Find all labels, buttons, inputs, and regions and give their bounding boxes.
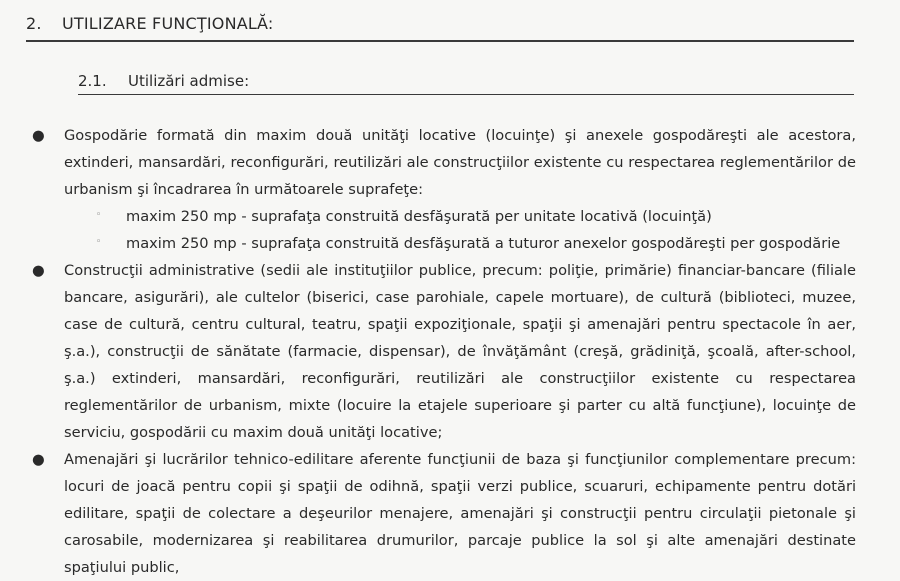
sub-list-item xyxy=(64,203,856,230)
section-title: UTILIZARE FUNCŢIONALĂ: xyxy=(62,14,274,33)
subsection-number: 2.1. xyxy=(78,72,107,90)
hollow-bullet-icon: ◦ xyxy=(96,237,102,247)
section-heading xyxy=(26,12,854,42)
list-item xyxy=(30,446,856,581)
bullet-icon: ● xyxy=(32,451,45,468)
hollow-bullet-icon: ◦ xyxy=(96,210,102,220)
bullet-icon: ● xyxy=(32,127,45,144)
list-item xyxy=(30,257,856,446)
permitted-uses-list xyxy=(30,122,856,581)
list-item-text: Construcţii administrative (sedii ale instituţiilor publice, precum: poliţie, primărie) financiar-bancare (filiale bancare, asigurări), ale cultelor (biserici, case parohiale, capele mortuare), de cultură (biblioteci, muzee, case de cultură, centru cultural, teatru, spaţii expoziţionale, spaţii şi amenajări pentru spectacole în aer, ş.a.), construcţii de sănătate (farmacie, dispensar), de învăţământ (creşă, grădiniţă, şcoală, after-school, ş.a.) extinderi, mansardări, reconfigurări, reutilizări ale construcţiilor existente cu respectarea reglementărilor de urbanism, mixte (locuire la etajele superioare şi parter cu altă funcţiune), locuinţe de serviciu, gospodării cu maxim două unităţi locative; xyxy=(64,262,856,441)
section-number: 2. xyxy=(26,14,42,33)
subsection-heading xyxy=(78,72,854,95)
sub-list-item-text: maxim 250 mp - suprafaţa construită desfăşurată per unitate locativă (locuinţă) xyxy=(126,208,712,225)
sub-list-item xyxy=(64,230,856,257)
bullet-icon: ● xyxy=(32,262,45,279)
subsection-title: Utilizări admise: xyxy=(128,72,250,90)
list-item-text: Amenajări şi lucrărilor tehnico-edilitare aferente funcţiunii de baza şi funcţiunilor complementare precum: locuri de joacă pentru copii şi spaţii de odihnă, spaţii verzi publice, scuaruri, echipamente pentru dotări edilitare, spaţii de colectare a deşeurilor menajere, amenajări şi construcţii pentru circulaţii pietonale şi carosabile, modernizarea şi reabilitarea drumurilor, parcaje publice la sol şi alte amenajări destinate spaţiului public, xyxy=(64,451,856,576)
list-item xyxy=(30,122,856,203)
sub-list-item-text: maxim 250 mp - suprafaţa construită desfăşurată a tuturor anexelor gospodăreşti per gospodărie xyxy=(126,235,841,252)
list-item-text: Gospodărie formată din maxim două unităţi locative (locuinţe) şi anexele gospodăreşti ale acestora, extinderi, mansardări, reconfigurări, reutilizări ale construcţiilor existente cu respectarea reglementărilor de urbanism şi încadrarea în următoarele suprafeţe: xyxy=(64,127,856,198)
